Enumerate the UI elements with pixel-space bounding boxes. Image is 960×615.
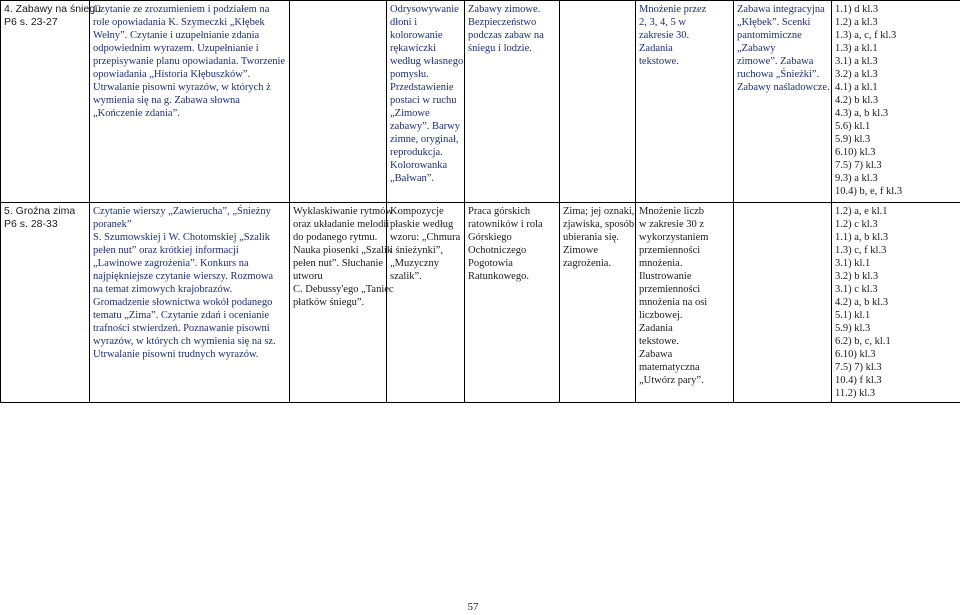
text-line: liczbowej. xyxy=(639,310,683,321)
text-line: 7.5) 7) kl.3 xyxy=(835,160,882,171)
text-line: zagrożenia. xyxy=(563,258,612,269)
text-line: C. Debussy'ego „Taniec xyxy=(293,284,394,295)
text-line: 4.1) a kl.1 xyxy=(835,82,878,93)
education-cell xyxy=(90,1,290,203)
text-line: Przedstawienie xyxy=(390,82,454,93)
text-line: Praca górskich xyxy=(468,206,531,217)
text-line: ratowników i rola xyxy=(468,219,543,230)
text-line: Nauka piosenki „Szalik xyxy=(293,245,393,256)
table-row xyxy=(1,1,960,203)
text-line: podczas zabaw na xyxy=(468,30,544,41)
text-line: zabawy”. Barwy xyxy=(390,121,460,132)
text-line: 5.6) kl.1 xyxy=(835,121,871,132)
text-line: Utrwalanie pisowni trudnych wyrazów. xyxy=(93,349,259,360)
text-line: mnożenia na osi xyxy=(639,297,708,308)
text-line: tekstowe. xyxy=(639,56,679,67)
text-line: Zima; jej oznaki, xyxy=(563,206,635,217)
text-line: przemienności xyxy=(639,284,701,295)
text-line: Zabawy naśladowcze. xyxy=(737,82,830,93)
text-line: 3.1) kl.1 xyxy=(835,258,871,269)
text-line: odpowiednim wyrazem. Uzupełnianie i xyxy=(93,43,259,54)
text-line: tekstowe. xyxy=(639,336,679,347)
text-line: płatków śniegu”. xyxy=(293,297,365,308)
text-line: pantomimiczne xyxy=(737,30,802,41)
text-line: przepisywanie planu opowiadania. Tworzenie xyxy=(93,56,286,67)
text-line: 1.2) c kl.3 xyxy=(835,219,878,230)
text-line: 5. Groźna zima xyxy=(4,205,76,217)
text-line: „Lawinowe zagrożenia”. Konkurs na xyxy=(93,258,249,269)
music-cell xyxy=(290,1,387,203)
text-line: Ratunkowego. xyxy=(468,271,529,282)
text-line: oraz układanie melodii xyxy=(293,219,390,230)
text-line: Czytanie ze zrozumieniem i podziałem na xyxy=(93,4,270,15)
text-line: Odrysowywanie xyxy=(390,4,459,15)
text-line: zimowe”. Zabawa xyxy=(737,56,814,67)
text-line: 4.3) a, b kl.3 xyxy=(835,108,889,119)
text-line: 6.10) kl.3 xyxy=(835,147,876,158)
text-line: opowiadania „Historia Kłębuszków”. xyxy=(93,69,251,80)
text-line: tematu „Zima”. Czytanie zdań i ocenianie xyxy=(93,310,270,321)
text-line: 1.3) a kl.1 xyxy=(835,43,878,54)
text-line: śniegu i lodzie. xyxy=(468,43,532,54)
text-line: zimne, oryginał, xyxy=(390,134,459,145)
topic-cell xyxy=(1,1,101,203)
text-line: role opowiadania K. Szymeczki „Kłębek xyxy=(93,17,265,28)
text-line: rękawiczki xyxy=(390,43,437,54)
text-line: P6 s. 28-33 xyxy=(4,218,58,230)
text-line: 5.9) kl.3 xyxy=(835,134,871,145)
text-line: S. Szumowskiej i W. Chotomskiej „Szalik xyxy=(93,232,271,243)
text-line: ubierania się. xyxy=(563,232,619,243)
social-cell xyxy=(465,203,560,403)
text-line: 6.2) b, c, kl.1 xyxy=(835,336,891,347)
text-line: Wyklaskiwanie rytmów xyxy=(293,206,393,217)
text-line: Zimowe xyxy=(563,245,598,256)
social-cell xyxy=(465,1,560,203)
text-line: wzoru: „Chmura xyxy=(390,232,461,243)
text-line: „Kończenie zdania”. xyxy=(93,108,180,119)
text-line: 4.2) b kl.3 xyxy=(835,95,879,106)
text-line: Pogotowia xyxy=(468,258,513,269)
physical-cell xyxy=(734,203,832,403)
topic-cell xyxy=(1,203,90,403)
text-line: 7.5) 7) kl.3 xyxy=(835,362,882,373)
text-line: 3.2) a kl.3 xyxy=(835,69,878,80)
math-cell xyxy=(636,203,734,403)
text-line: według własnego xyxy=(390,56,464,67)
text-line: „Zabawy xyxy=(737,43,776,54)
text-line: w zakresie 30 z xyxy=(639,219,705,230)
text-line: 10.4) f kl.3 xyxy=(835,375,882,386)
text-line: „Muzyczny xyxy=(390,258,439,269)
text-line: matematyczna xyxy=(639,362,700,373)
text-line: Górskiego xyxy=(468,232,512,243)
table-row xyxy=(1,203,960,403)
text-line: „Bałwan”. xyxy=(390,173,435,184)
text-line: płaskie według xyxy=(390,219,454,230)
text-line: zakresie 30. xyxy=(639,30,690,41)
text-line: Mnożenie przez xyxy=(639,4,707,15)
exercises-cell xyxy=(832,1,960,203)
text-line: „Kłębek”. Scenki xyxy=(737,17,811,28)
text-line: 1.2) a kl.3 xyxy=(835,17,878,28)
text-line: Wełny”. Czytanie i uzupełnianie zdania xyxy=(93,30,260,41)
text-line: poranek” xyxy=(93,219,132,230)
text-line: Bezpieczeństwo xyxy=(468,17,537,28)
education-cell xyxy=(90,203,290,403)
music-cell xyxy=(290,203,394,403)
art-cell xyxy=(387,203,465,403)
text-line: 1.3) a, c, f kl.3 xyxy=(835,30,897,41)
text-line: Utrwalanie pisowni wyrazów, w których ż xyxy=(93,82,271,93)
text-line: P6 s. 23-27 xyxy=(4,16,58,28)
text-line: do podanego rytmu. xyxy=(293,232,378,243)
text-line: 3.1) a kl.3 xyxy=(835,56,878,67)
text-line: trafności stwierdzeń. Poznawanie pisowni xyxy=(93,323,270,334)
text-line: 4.2) a, b kl.3 xyxy=(835,297,889,308)
text-line: na temat zimowych krajobrazów. xyxy=(93,284,233,295)
math-cell xyxy=(636,1,734,203)
text-line: 5.1) kl.1 xyxy=(835,310,871,321)
text-line: przemienności xyxy=(639,245,701,256)
text-line: mnożenia. xyxy=(639,258,683,269)
text-line: 6.10) kl.3 xyxy=(835,349,876,360)
text-line: 10.4) b, e, f kl.3 xyxy=(835,186,903,197)
text-line: 3.1) c kl.3 xyxy=(835,284,878,295)
text-line: Zabawa integracyjna xyxy=(737,4,825,15)
text-line: „Utwórz pary”. xyxy=(639,375,704,386)
exercises-cell xyxy=(832,203,960,403)
text-line: Czytanie wierszy „Zawierucha”, „Śnieżny xyxy=(93,206,271,217)
text-line: 1.1) a, b kl.3 xyxy=(835,232,889,243)
text-line: Mnożenie liczb xyxy=(639,206,705,217)
text-line: szalik”. xyxy=(390,271,422,282)
text-line: 4. Zabawy na śniegu xyxy=(4,3,101,15)
text-line: utworu xyxy=(293,271,323,282)
text-line: pełen nut”. Słuchanie xyxy=(293,258,384,269)
text-line: pomysłu. xyxy=(390,69,429,80)
text-line: 3.2) b kl.3 xyxy=(835,271,879,282)
text-line: 1.1) d kl.3 xyxy=(835,4,879,15)
text-line: 11.2) kl.3 xyxy=(835,388,876,399)
text-line: reprodukcja. xyxy=(390,147,443,158)
text-line: „Zimowe xyxy=(390,108,430,119)
art-cell xyxy=(387,1,465,203)
nature-cell xyxy=(560,203,636,403)
text-line: 1.3) c, f kl.3 xyxy=(835,245,887,256)
text-line: zjawiska, sposób xyxy=(563,219,635,230)
text-line: Ilustrowanie xyxy=(639,271,692,282)
text-line: 1.2) a, e kl.1 xyxy=(835,206,888,217)
text-line: Zabawa xyxy=(639,349,673,360)
page-number: 57 xyxy=(467,601,479,613)
text-line: ruchowa „Śnieżki”. xyxy=(737,69,820,80)
text-line: Zadania xyxy=(639,323,673,334)
text-line: wykorzystaniem xyxy=(639,232,709,243)
text-line: wyrazów, w których ch wymienia się na sz. xyxy=(93,336,276,347)
nature-cell xyxy=(560,1,636,203)
text-line: Ochotniczego xyxy=(468,245,527,256)
text-line: Kolorowanka xyxy=(390,160,448,171)
text-line: 2, 3, 4, 5 w xyxy=(639,17,686,28)
text-line: 5.9) kl.3 xyxy=(835,323,871,334)
text-line: Kompozycje xyxy=(390,206,444,217)
text-line: i śnieżynki”, xyxy=(390,245,444,256)
text-line: 9.3) a kl.3 xyxy=(835,173,878,184)
text-line: kolorowanie xyxy=(390,30,443,41)
text-line: wymienia się na g. Zabawa słowna xyxy=(93,95,240,106)
text-line: postaci w ruchu xyxy=(390,95,457,106)
text-line: Zadania xyxy=(639,43,673,54)
text-line: dłoni i xyxy=(390,17,418,28)
text-line: najpiękniejsze czytanie wierszy. Rozmowa xyxy=(93,271,274,282)
text-line: Zabawy zimowe. xyxy=(468,4,541,15)
physical-cell xyxy=(734,1,832,203)
text-line: pełen nut” oraz krótkiej informacji xyxy=(93,245,239,256)
text-line: Gromadzenie słownictwa wokół podanego xyxy=(93,297,273,308)
